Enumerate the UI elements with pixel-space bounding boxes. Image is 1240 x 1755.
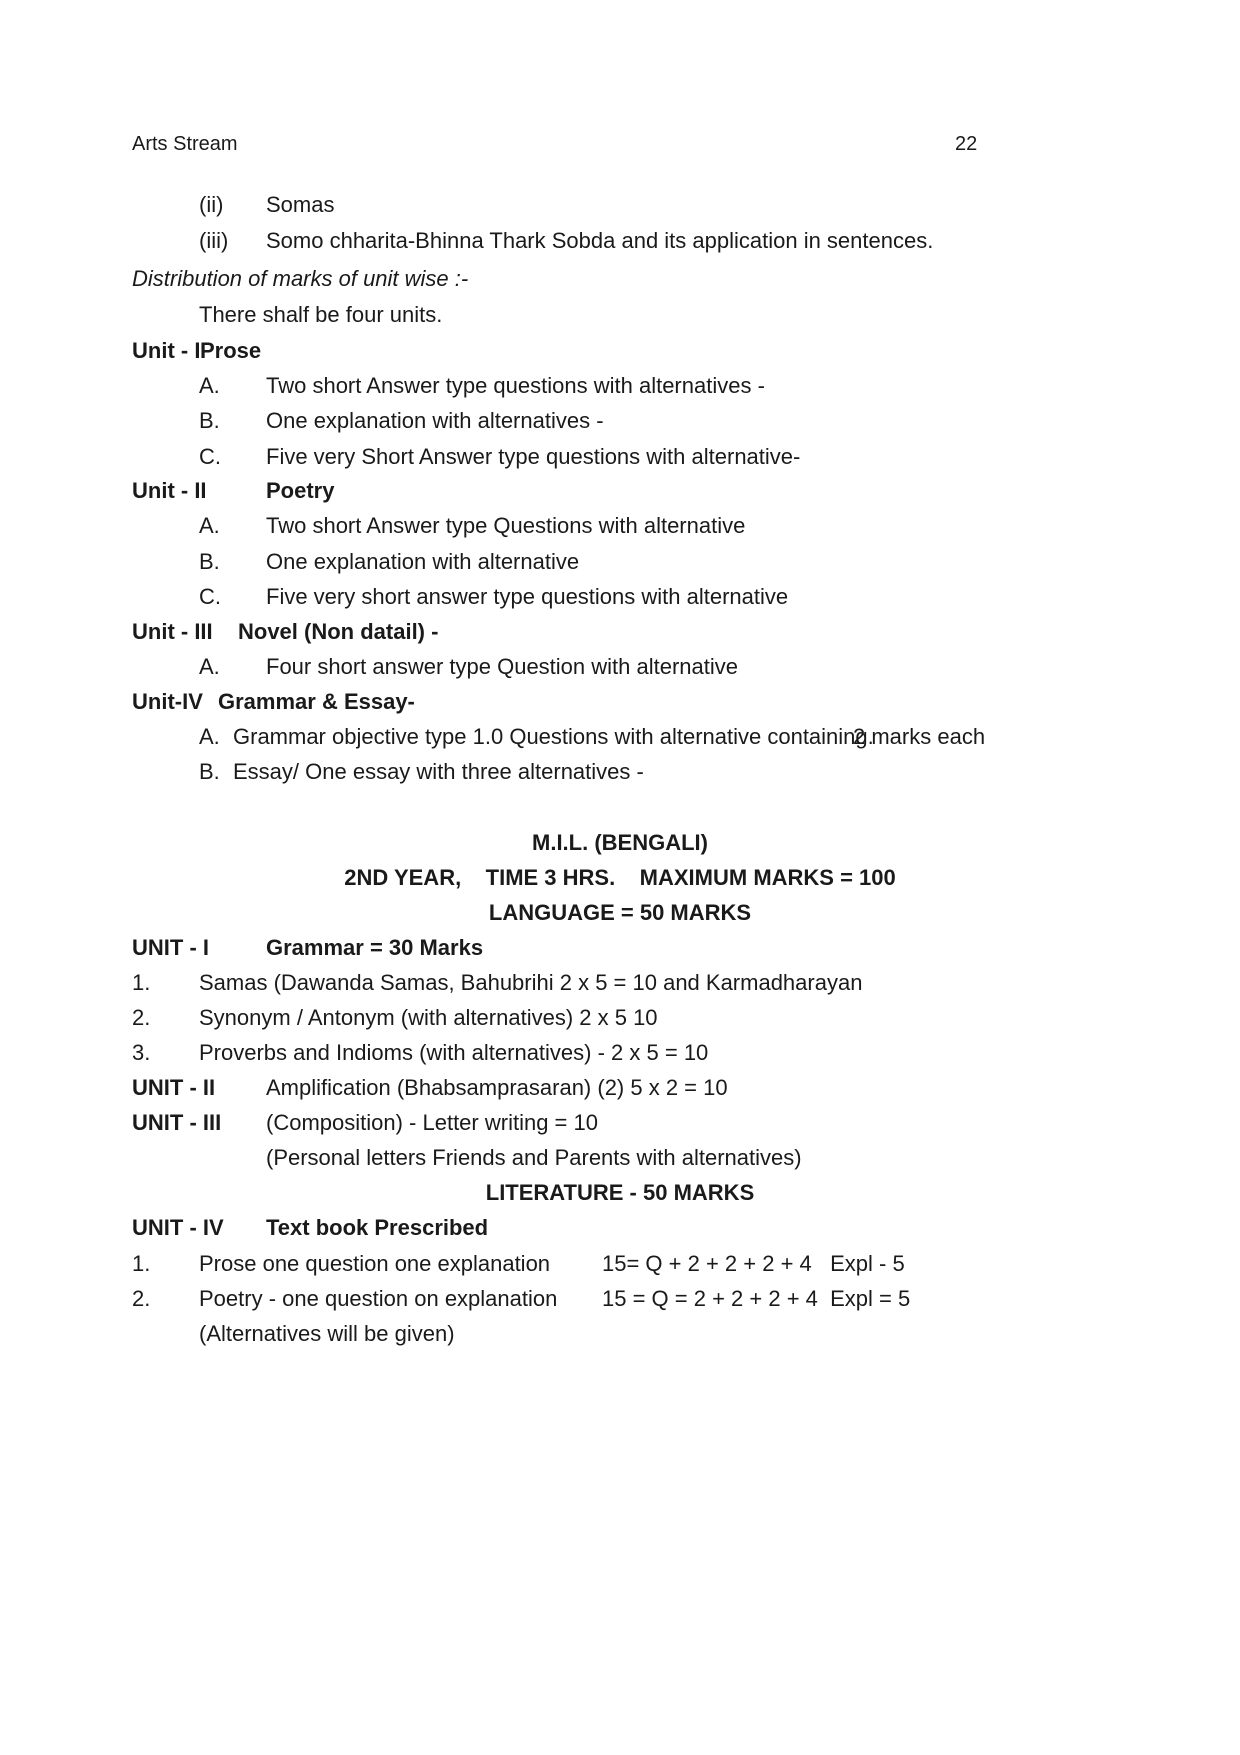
unit-title: Grammar = 30 Marks: [266, 935, 484, 960]
unit-title: Prose: [200, 338, 262, 363]
unit-label: UNIT - IV: [132, 1215, 224, 1240]
marks-breakdown: 15= Q + 2 + 2 + 2 + 4 Expl - 5: [602, 1251, 905, 1276]
list-item-text: Prose one question one explanation: [199, 1251, 551, 1276]
list-item-text: Synonym / Antonym (with alternatives) 2 x 5 10: [199, 1005, 658, 1030]
language-heading: LANGUAGE = 50 MARKS: [488, 900, 752, 925]
list-item-text: One explanation with alternative: [266, 549, 580, 574]
list-marker: 2.: [132, 1005, 151, 1030]
unit-title: Poetry: [266, 478, 335, 503]
list-item-text: Two short Answer type questions with alternatives -: [266, 373, 765, 398]
list-marker: A.: [199, 724, 220, 749]
list-marker: (ii): [199, 192, 224, 217]
alternatives-note: (Alternatives will be given): [199, 1321, 455, 1346]
marks-note: 2 marks each: [853, 724, 986, 749]
list-marker: C.: [199, 584, 221, 609]
section-title: M.I.L. (BENGALI): [532, 830, 708, 855]
list-item-text: Five very short answer type questions with alternative: [266, 584, 789, 609]
unit-label: UNIT - I: [132, 935, 209, 960]
unit-title: Novel (Non datail) -: [238, 619, 439, 644]
unit-text-continued: (Personal letters Friends and Parents with alternatives): [266, 1145, 802, 1170]
unit-label: Unit - I: [132, 338, 201, 363]
list-item-text: Essay/ One essay with three alternatives -: [233, 759, 644, 784]
unit-title: Grammar & Essay-: [218, 689, 415, 714]
list-marker: 3.: [132, 1040, 151, 1065]
list-item-text: Grammar objective type 1.0 Questions with alternative containing.: [233, 724, 874, 749]
list-marker: A.: [199, 654, 220, 679]
list-marker: B.: [199, 549, 220, 574]
marks-breakdown: 15 = Q = 2 + 2 + 2 + 4 Expl = 5: [602, 1286, 911, 1311]
literature-heading: LITERATURE - 50 MARKS: [485, 1180, 755, 1205]
unit-text: Amplification (Bhabsamprasaran) (2) 5 x 2 = 10: [266, 1075, 728, 1100]
list-item-text: Four short answer type Question with alternative: [266, 654, 739, 679]
unit-label: UNIT - II: [132, 1075, 216, 1100]
list-marker: 1.: [132, 1251, 151, 1276]
unit-label: Unit - III: [132, 619, 213, 644]
list-item-text: Samas (Dawanda Samas, Bahubrihi 2 x 5 = 10 and Karmadharayan: [199, 970, 863, 995]
list-item-text: Poetry - one question on explanation: [199, 1286, 558, 1311]
distribution-heading: Distribution of marks of unit wise :-: [132, 266, 469, 291]
list-item-text: Somo chharita-Bhinna Thark Sobda and its application in sentences.: [266, 228, 934, 253]
unit-label: Unit-IV: [132, 689, 203, 714]
list-item-text: Proverbs and Indioms (with alternatives) - 2 x 5 = 10: [199, 1040, 709, 1065]
unit-label: UNIT - III: [132, 1110, 222, 1135]
list-marker: A.: [199, 513, 220, 538]
section-subtitle: 2ND YEAR, TIME 3 HRS. MAXIMUM MARKS = 100: [344, 865, 896, 890]
list-marker: A.: [199, 373, 220, 398]
list-item-text: Somas: [266, 192, 335, 217]
list-item-text: One explanation with alternatives -: [266, 408, 604, 433]
unit-label: Unit - II: [132, 478, 207, 503]
list-marker: B.: [199, 759, 220, 784]
unit-title: Text book Prescribed: [266, 1215, 489, 1240]
list-marker: C.: [199, 444, 221, 469]
list-item-text: Five very Short Answer type questions with alternative-: [266, 444, 801, 469]
unit-text: (Composition) - Letter writing = 10: [266, 1110, 598, 1135]
list-marker: B.: [199, 408, 220, 433]
list-item-text: Two short Answer type Questions with alternative: [266, 513, 746, 538]
list-marker: (iii): [199, 228, 229, 253]
list-marker: 2.: [132, 1286, 151, 1311]
running-header: Arts Stream: [132, 133, 238, 155]
page-number: 22: [955, 133, 978, 155]
units-note: There shalf be four units.: [199, 302, 443, 327]
list-marker: 1.: [132, 970, 151, 995]
